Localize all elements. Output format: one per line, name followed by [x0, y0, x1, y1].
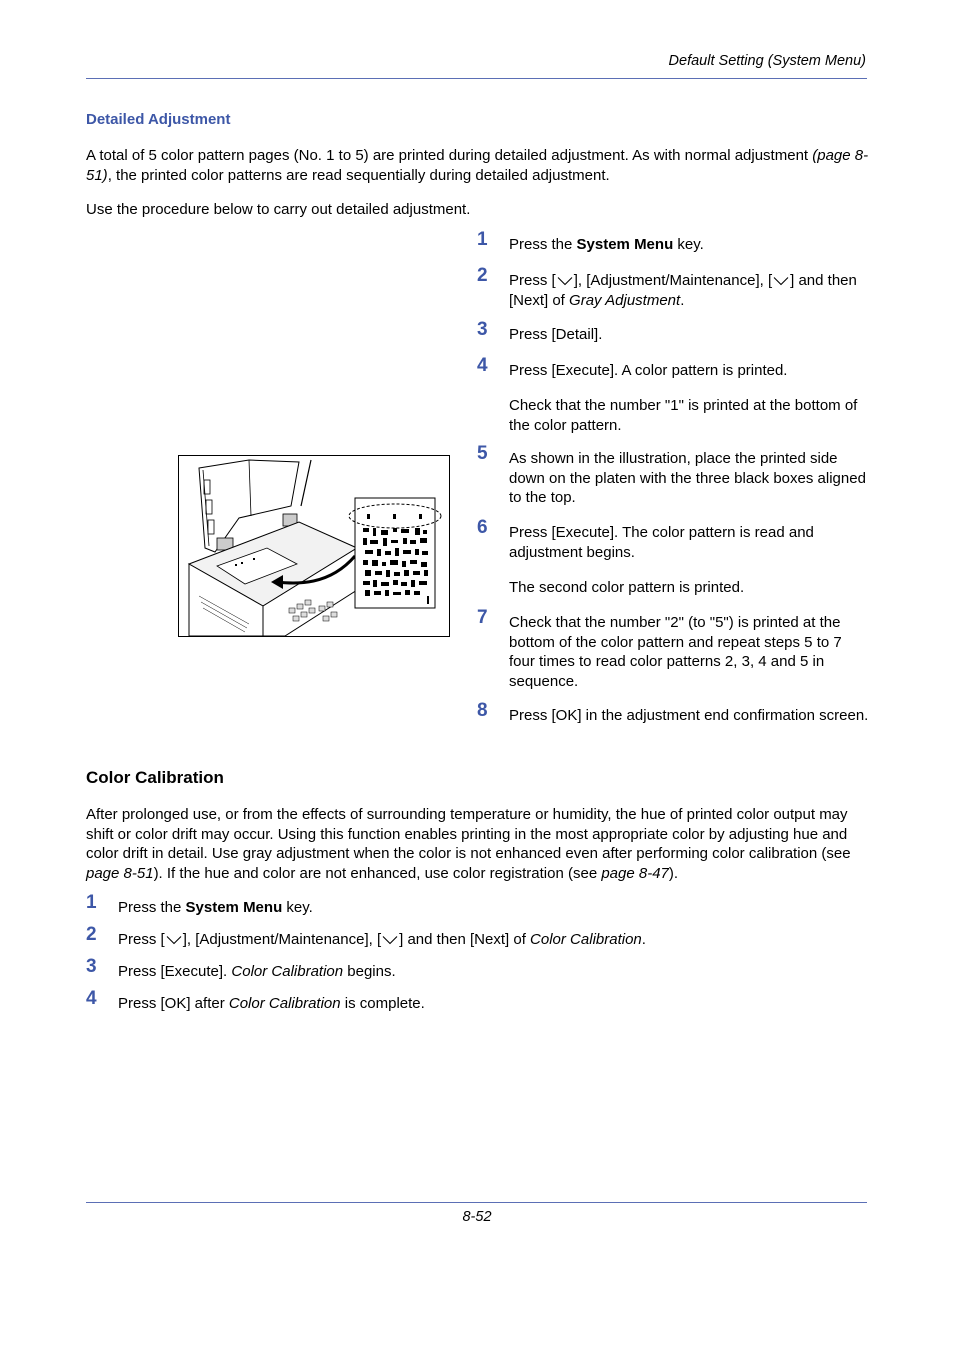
step-text: Press [Execute]. A color pattern is printed.: [509, 362, 788, 379]
down-arrow-icon: [772, 276, 790, 286]
step-number: 5: [477, 443, 488, 464]
step-6-note: The second color pattern is printed.: [509, 579, 745, 596]
step-number: 6: [477, 517, 488, 538]
step-text: As shown in the illustration, place the printed side down on the platen with the three black boxes aligned to the top.: [509, 450, 866, 506]
step-text: Press [Execute]. Color Calibration begins.: [118, 963, 396, 980]
step-number: 1: [477, 229, 488, 250]
detailed-adjustment-title: Detailed Adjustment: [86, 111, 231, 128]
step-text: Press [Execute]. The color pattern is read and adjustment begins.: [509, 524, 814, 561]
step-number: 8: [477, 700, 488, 721]
step-number: 2: [477, 265, 488, 286]
step-number: 1: [86, 892, 97, 913]
down-arrow-icon: [165, 935, 183, 945]
header-title: Default Setting (System Menu): [668, 53, 866, 69]
step-number: 4: [477, 355, 488, 376]
platen-icon: [179, 456, 449, 636]
step-text: Press [OK] after Color Calibration is complete.: [118, 995, 425, 1012]
step-text: Press the System Menu key.: [118, 899, 313, 916]
step-text: Press [Detail].: [509, 326, 603, 343]
step-text: Press [ ], [Adjustment/Maintenance], [ ] and then [Next] of Gray Adjustment.: [509, 272, 857, 309]
detailed-use-text: Use the procedure below to carry out detailed adjustment.: [86, 201, 471, 218]
page-number: 8-52: [462, 1209, 492, 1225]
down-arrow-icon: [381, 935, 399, 945]
footer-rule: [86, 1202, 867, 1203]
step-text: Press [OK] in the adjustment end confirmation screen.: [509, 707, 869, 724]
step-number: 2: [86, 924, 97, 945]
detailed-intro: A total of 5 color pattern pages (No. 1 to 5) are printed during detailed adjustment. As with normal adjustment (page 8-51), the printed color patterns are read sequentially during detailed adjustment.: [86, 147, 869, 184]
calibration-intro: After prolonged use, or from the effects of surrounding temperature or humidity, the hue of printed color output may shift or color drift may occur. Using this function enables printing in the most appropriate color by adjusting hue and color drift in detail. Use gray adjustment when the color is not enhanced even after performing color calibration (see page 8-51). If the hue and color are not enhanced, use color registration (see page 8-47).: [86, 806, 851, 882]
page-ref: (page 8-51): [86, 147, 869, 184]
step-number: 7: [477, 607, 488, 628]
step-number: 4: [86, 988, 97, 1009]
step-text: Press [ ], [Adjustment/Maintenance], [ ] and then [Next] of Color Calibration.: [118, 931, 646, 948]
page-ref: page 8-47: [601, 864, 669, 882]
header-rule: [86, 78, 867, 79]
step-number: 3: [86, 956, 97, 977]
step-text: Check that the number "2" (to "5") is printed at the bottom of the color pattern and repeat steps 5 to 7 four times to read color patterns 2, 3, 4 and 5 in sequence.: [509, 614, 842, 690]
step-text: Press the System Menu key.: [509, 236, 704, 253]
down-arrow-icon: [556, 276, 574, 286]
page-ref: page 8-51: [86, 864, 154, 882]
color-calibration-title: Color Calibration: [86, 768, 224, 787]
step-number: 3: [477, 319, 488, 340]
step-4-note: Check that the number "1" is printed at the bottom of the color pattern.: [509, 397, 858, 434]
scanner-platen-illustration: [178, 455, 450, 637]
